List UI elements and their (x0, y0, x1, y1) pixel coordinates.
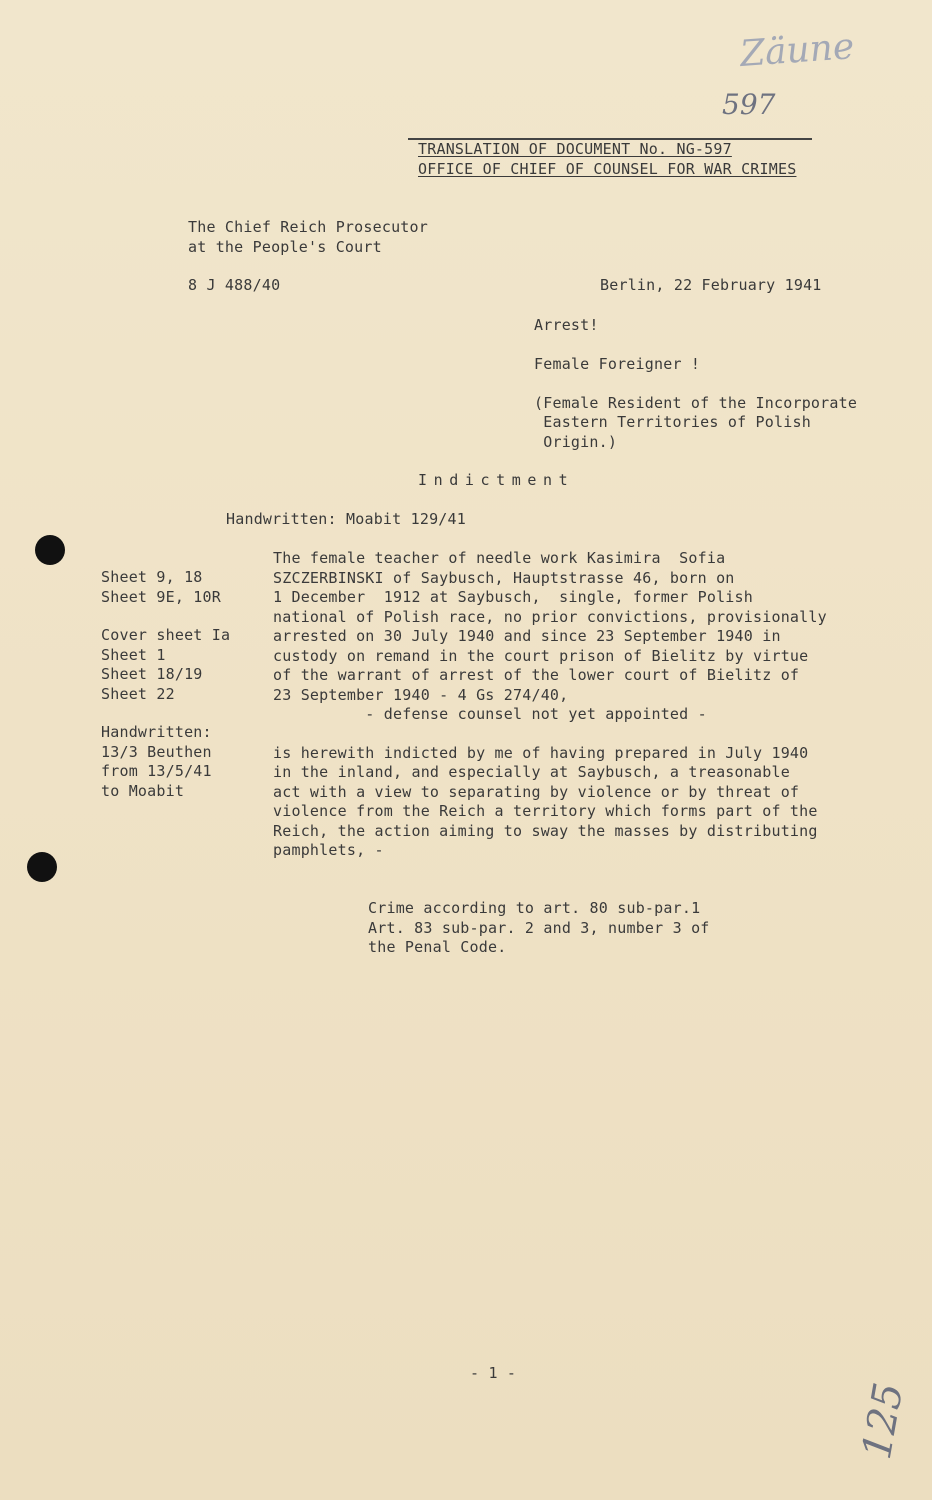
body-line: violence from the Reich a territory which forms part of the (273, 802, 818, 820)
body-line: custody on remand in the court prison of Bielitz by virtue (273, 647, 809, 665)
handwritten-signature-top: Zäune (738, 26, 856, 75)
margin-note: Sheet 22 (101, 685, 175, 703)
file-number: 8 J 488/40 (188, 276, 281, 294)
body-line: act with a view to separating by violence or by threat of (273, 783, 800, 801)
document-title: Indictment (418, 471, 575, 489)
margin-note: to Moabit (101, 782, 185, 800)
body-line: - defense counsel not yet appointed - (273, 705, 707, 723)
sender-line-1: The Chief Reich Prosecutor (188, 218, 428, 236)
handwritten-reference: Handwritten: Moabit 129/41 (226, 510, 466, 528)
margin-note: 13/3 Beuthen (101, 743, 212, 761)
crime-line: the Penal Code. (368, 938, 507, 956)
handwritten-page-number: 597 (722, 88, 776, 121)
crime-line: Crime according to art. 80 sub-par.1 (368, 899, 701, 917)
handwritten-corner-number: 125 (853, 1379, 913, 1463)
body-line: The female teacher of needle work Kasimira Sofia (273, 549, 726, 567)
margin-note: Sheet 1 (101, 646, 166, 664)
crime-line: Art. 83 sub-par. 2 and 3, number 3 of (368, 919, 710, 937)
document-date: Berlin, 22 February 1941 (600, 276, 822, 294)
punch-hole-top (35, 535, 65, 565)
body-line: SZCZERBINSKI of Saybusch, Hauptstrasse 46, born on (273, 569, 735, 587)
margin-note: Handwritten: (101, 723, 212, 741)
body-line: arrested on 30 July 1940 and since 23 September 1940 in (273, 627, 781, 645)
body-line: is herewith indicted by me of having prepared in July 1940 (273, 744, 809, 762)
margin-note: Sheet 9, 18 (101, 568, 203, 586)
body-line: of the warrant of arrest of the lower court of Bielitz of (273, 666, 800, 684)
foreigner-label: Female Foreigner ! (534, 355, 701, 373)
header-line-2: OFFICE OF CHIEF OF COUNSEL FOR WAR CRIMES (418, 160, 797, 178)
body-line: Reich, the action aiming to sway the masses by distributing (273, 822, 818, 840)
body-line: in the inland, and especially at Saybusch, a treasonable (273, 763, 790, 781)
margin-note: Cover sheet Ia (101, 626, 231, 644)
body-line: 23 September 1940 - 4 Gs 274/40, (273, 686, 569, 704)
sender-line-2: at the People's Court (188, 238, 382, 256)
resident-note-line-3: Origin.) (534, 433, 618, 451)
resident-note-line-1: (Female Resident of the Incorporate (534, 394, 858, 412)
page-footer-number: - 1 - (470, 1364, 517, 1382)
arrest-label: Arrest! (534, 316, 599, 334)
header-line-1: TRANSLATION OF DOCUMENT No. NG-597 (418, 140, 732, 158)
margin-note: Sheet 9E, 10R (101, 588, 221, 606)
body-line: national of Polish race, no prior convictions, provisionally (273, 608, 827, 626)
body-line: pamphlets, - (273, 841, 384, 859)
resident-note-line-2: Eastern Territories of Polish (534, 413, 811, 431)
body-line: 1 December 1912 at Saybusch, single, former Polish (273, 588, 753, 606)
punch-hole-bottom (27, 852, 57, 882)
margin-note: from 13/5/41 (101, 762, 212, 780)
margin-note: Sheet 18/19 (101, 665, 203, 683)
